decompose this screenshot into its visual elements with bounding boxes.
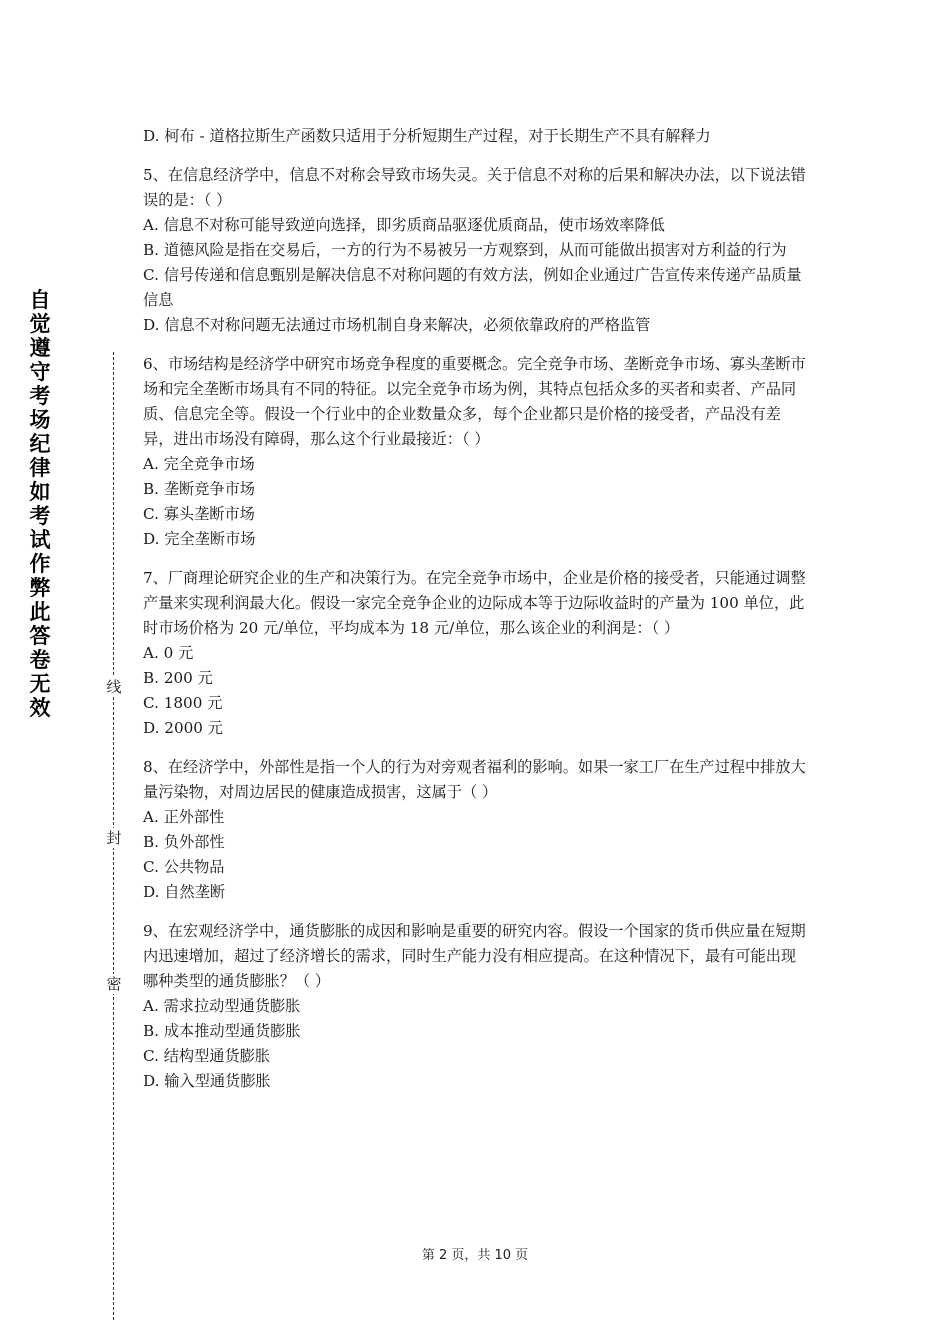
question-content [143,124,807,1108]
question-stem: 5、在信息经济学中，信息不对称会导致市场失灵。关于信息不对称的后果和解决办法，以下说法错误的是：（ ） [143,166,806,209]
option-a: A. 正外部性 [143,808,225,826]
option-c: C. 公共物品 [143,858,225,876]
question-5 [143,163,807,338]
option-a: A. 完全竞争市场 [143,455,255,473]
option-a: A. 信息不对称可能导致逆向选择，即劣质商品驱逐优质商品，使市场效率降低 [143,216,665,234]
binding-label-secret: 密 [104,974,124,994]
option-a: A. 0 元 [143,644,194,662]
question-stem: 6、市场结构是经济学中研究市场竞争程度的重要概念。完全竞争市场、垄断竞争市场、寡头垄断市场和完全垄断市场具有不同的特征。以完全竞争市场为例，其特点包括众多的买者和卖者、产品同质、信息完全等。假设一个行业中的企业数量众多，每个企业都只是价格的接受者，产品没有差异，进出市场没有障碍，那么这个行业最接近：（ ） [143,355,806,448]
page-number: 第 2 页，共 10 页 [421,1248,529,1263]
option-b: B. 道德风险是指在交易后，一方的行为不易被另一方观察到，从而可能做出损害对方利益的行为 [143,241,787,259]
binding-label-seal: 封 [104,828,124,848]
binding-label-line: 线 [104,677,124,697]
option-b: B. 成本推动型通货膨胀 [143,1022,301,1040]
option-c: C. 1800 元 [143,694,223,712]
question-fragment [143,124,807,149]
option-a: A. 需求拉动型通货膨胀 [143,997,301,1015]
question-9 [143,919,807,1094]
option-b: B. 垄断竞争市场 [143,480,255,498]
option-d: D. 信息不对称问题无法通过市场机制自身来解决，必须依靠政府的严格监管 [143,316,651,334]
binding-line [100,352,128,1320]
option-d: D. 完全垄断市场 [143,530,256,548]
option-d: D. 输入型通货膨胀 [143,1072,271,1090]
exam-discipline-notice: 自觉遵守考场纪律如考试作弊此答卷无效 [29,288,51,720]
option-c: C. 寡头垄断市场 [143,505,255,523]
option-d: D. 2000 元 [143,719,223,737]
option-d: D. 柯布 - 道格拉斯生产函数只适用于分析短期生产过程，对于长期生产不具有解释力 [143,127,711,145]
question-6 [143,352,807,552]
option-d: D. 自然垄断 [143,883,226,901]
question-stem: 8、在经济学中，外部性是指一个人的行为对旁观者福利的影响。如果一家工厂在生产过程中排放大量污染物，对周边居民的健康造成损害，这属于（ ） [143,758,806,801]
question-7 [143,566,807,741]
question-stem: 9、在宏观经济学中，通货膨胀的成因和影响是重要的研究内容。假设一个国家的货币供应量在短期内迅速增加，超过了经济增长的需求，同时生产能力没有相应提高。在这种情况下，最有可能出现哪种类型的通货膨胀？（ ） [143,922,806,990]
option-b: B. 200 元 [143,669,213,687]
question-8 [143,755,807,905]
option-b: B. 负外部性 [143,833,225,851]
option-c: C. 结构型通货膨胀 [143,1047,271,1065]
option-c: C. 信号传递和信息甄别是解决信息不对称问题的有效方法，例如企业通过广告宣传来传递产品质量信息 [143,266,802,309]
question-stem: 7、厂商理论研究企业的生产和决策行为。在完全竞争市场中，企业是价格的接受者，只能通过调整产量来实现利润最大化。假设一家完全竞争企业的边际成本等于边际收益时的产量为 100 单位，此时市场价格为 20 元/单位，平均成本为 18 元/单位，那么该企业的利润是：（ ） [143,569,806,637]
